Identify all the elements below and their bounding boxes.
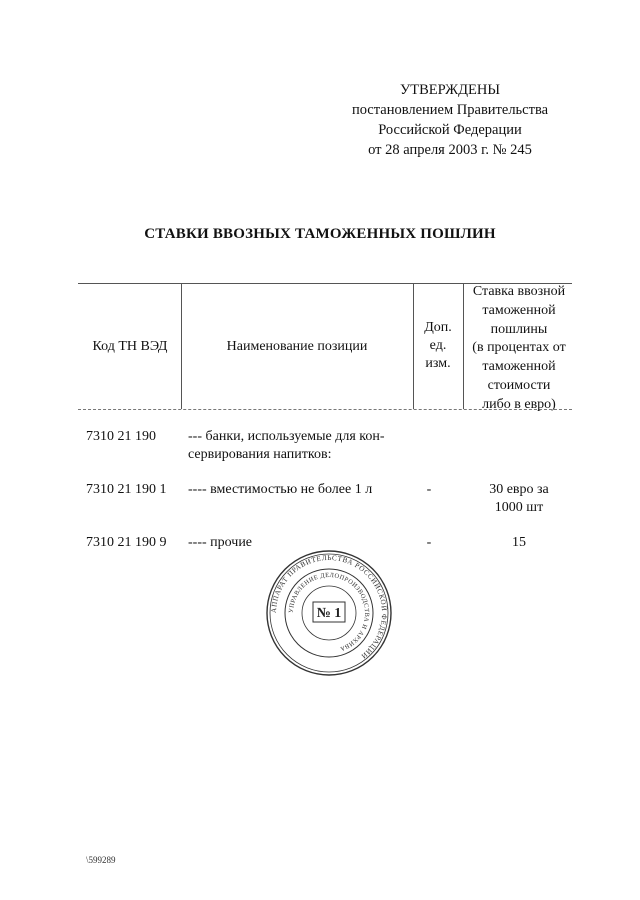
header-rate-line: либо в евро) bbox=[482, 396, 556, 412]
row-rate bbox=[464, 534, 574, 552]
header-rate-line: (в процентах от bbox=[472, 340, 566, 356]
row-rate bbox=[464, 481, 574, 517]
row-name bbox=[188, 428, 410, 464]
header-rate-line: пошлины bbox=[490, 321, 548, 337]
row-name-line: --- банки, используемые для кон- bbox=[188, 429, 385, 444]
header-unit-line: изм. bbox=[425, 356, 451, 371]
row-name-line: ---- прочие bbox=[188, 535, 253, 550]
row-unit: - bbox=[426, 482, 432, 497]
row-rate-line: 1000 шт bbox=[494, 500, 544, 515]
official-stamp-seal bbox=[264, 548, 394, 678]
row-name-line: сервирования напитков: bbox=[188, 447, 332, 462]
header-rate-line: таможенной bbox=[482, 359, 556, 375]
row-rate-line: 15 bbox=[512, 535, 526, 550]
header-unit-line: Доп. bbox=[424, 320, 452, 335]
header-rate bbox=[464, 283, 574, 415]
header-unit bbox=[414, 319, 462, 373]
approval-line-3: от 28 апреля 2003 г. № 245 bbox=[368, 142, 532, 158]
approval-block bbox=[340, 80, 560, 160]
approval-line-1: постановлением Правительства bbox=[351, 102, 549, 118]
row-code: 7310 21 190 1 bbox=[86, 482, 167, 497]
row-name bbox=[188, 481, 410, 499]
approval-heading: УТВЕРЖДЕНЫ bbox=[399, 82, 501, 98]
header-rate-line: Ставка ввозной bbox=[472, 284, 566, 299]
stamp-number: № 1 bbox=[316, 606, 342, 621]
row-code: 7310 21 190 bbox=[86, 429, 156, 444]
header-name: Наименование позиции bbox=[226, 339, 368, 354]
document-title: СТАВКИ ВВОЗНЫХ ТАМОЖЕННЫХ ПОШЛИН bbox=[144, 226, 496, 242]
row-rate-line: 30 евро за bbox=[489, 482, 549, 497]
approval-line-2: Российской Федерации bbox=[378, 122, 522, 138]
row-unit: - bbox=[426, 535, 432, 550]
header-rate-line: таможенной bbox=[482, 302, 556, 318]
header-code: Код ТН ВЭД bbox=[92, 339, 168, 354]
footer-doc-id: \599289 bbox=[86, 855, 116, 865]
stamp-inner-text: УПРАВЛЕНИЕ ДЕЛОПРОИЗВОДСТВА И АРХИВА bbox=[287, 571, 371, 653]
row-code: 7310 21 190 9 bbox=[86, 535, 167, 550]
stamp-outer-text: АППАРАТ ПРАВИТЕЛЬСТВА РОССИЙСКОЙ ФЕДЕРАЦИИ bbox=[269, 553, 389, 661]
row-name-line: ---- вместимостью не более 1 л bbox=[188, 482, 373, 497]
header-rate-line: стоимости bbox=[487, 377, 551, 393]
header-unit-line: ед. bbox=[429, 338, 447, 353]
